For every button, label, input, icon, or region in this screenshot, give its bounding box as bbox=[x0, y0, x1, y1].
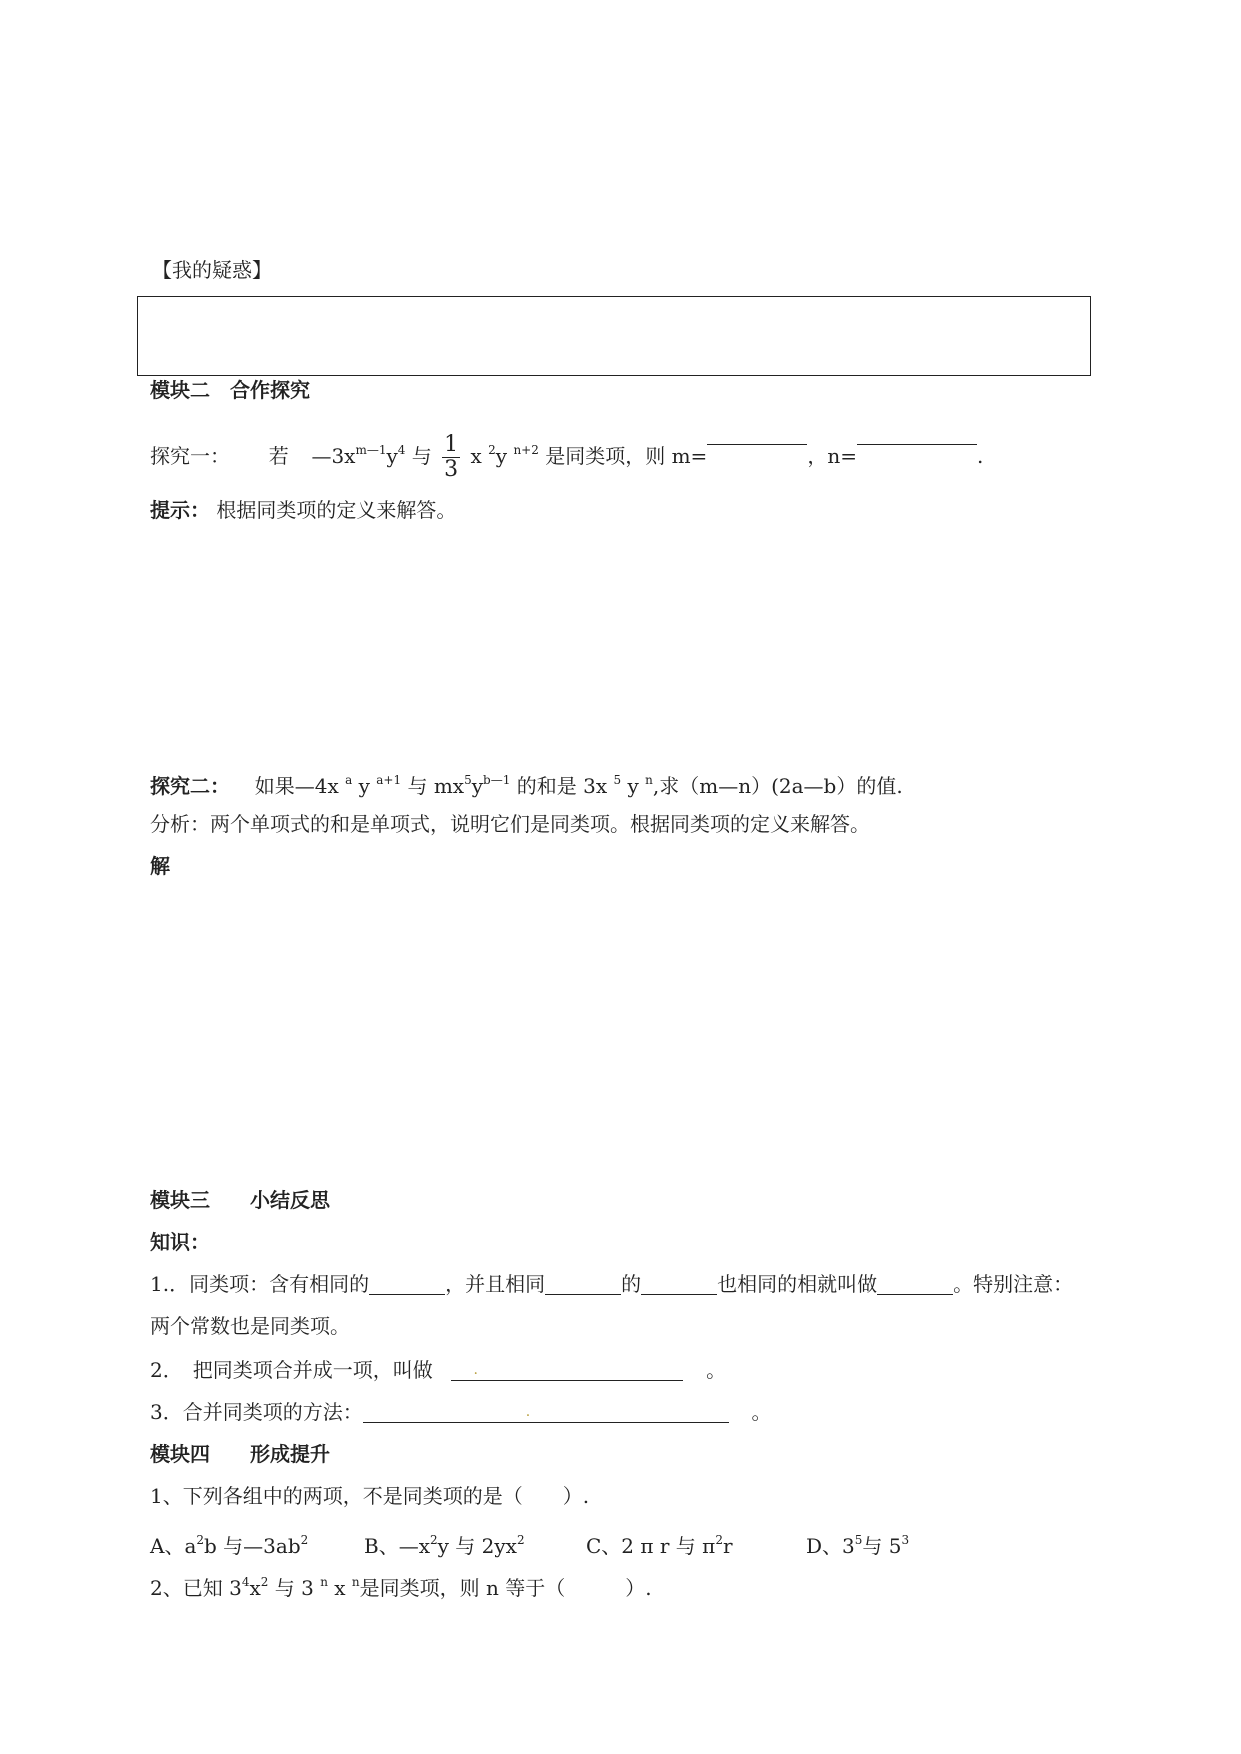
exercise1-period: . bbox=[976, 444, 984, 468]
option-a-text: A、a bbox=[150, 1534, 197, 1558]
option-a-sup1: 2 bbox=[196, 1533, 205, 1547]
q2-sup4: n bbox=[351, 1575, 360, 1589]
option-d-text2: 与 5 bbox=[862, 1534, 902, 1558]
exercise2-part6: y bbox=[627, 774, 639, 798]
module4-title: 模块四 形成提升 bbox=[150, 1442, 330, 1466]
item3-end: 。 bbox=[751, 1400, 772, 1424]
fraction-one-third bbox=[442, 433, 460, 482]
q2-sup2: 2 bbox=[260, 1575, 269, 1589]
knowledge-item1 bbox=[150, 1270, 1073, 1298]
knowledge-item2 bbox=[150, 1356, 726, 1384]
exercise2-part4: y bbox=[471, 774, 484, 798]
exercise2-sup3: 5 bbox=[464, 773, 472, 787]
option-d-sup1: 5 bbox=[854, 1533, 863, 1547]
m-answer-blank[interactable] bbox=[707, 424, 807, 445]
item2-blank[interactable] bbox=[451, 1360, 683, 1381]
option-b-sup2: 2 bbox=[516, 1533, 525, 1547]
exercise2-part1: 如果—4x bbox=[254, 774, 339, 798]
exercise1-and: 与 bbox=[411, 444, 432, 468]
exercise1-term2: x bbox=[470, 444, 482, 468]
fraction-denominator: 3 bbox=[444, 457, 459, 482]
option-a-text2: b 与—3ab bbox=[204, 1534, 301, 1558]
knowledge-label: 知识： bbox=[150, 1230, 210, 1254]
exercise2-label: 探究二： bbox=[150, 774, 230, 798]
item3-blank[interactable] bbox=[363, 1402, 729, 1423]
hint-text: 根据同类项的定义来解答。 bbox=[216, 498, 457, 522]
faint-dot: . bbox=[525, 1404, 531, 1420]
item1-part-d: 也相同的相就叫做 bbox=[717, 1272, 878, 1296]
exercise2-sup2: a+1 bbox=[376, 773, 402, 787]
option-b-text: B、—x bbox=[364, 1534, 430, 1558]
q2-sup3: n bbox=[320, 1575, 328, 1589]
option-b-text2: y 与 2yx bbox=[437, 1534, 517, 1558]
exercise2-sup6: n bbox=[645, 773, 653, 787]
doubts-title: 【我的疑惑】 bbox=[152, 258, 272, 282]
hint bbox=[150, 496, 456, 524]
exercise1-term1: —3x bbox=[311, 444, 356, 468]
q2-part-b: x bbox=[249, 1576, 261, 1600]
question2 bbox=[150, 1568, 652, 1602]
option-a-sup2: 2 bbox=[300, 1533, 309, 1547]
item1-part-b: ，并且相同 bbox=[445, 1272, 546, 1296]
option-b-sup1: 2 bbox=[429, 1533, 438, 1547]
exercise2-part2: y bbox=[358, 774, 370, 798]
fraction-numerator: 1 bbox=[444, 432, 459, 457]
exercise2-sup5: 5 bbox=[613, 773, 622, 787]
exercise1-if: 若 bbox=[268, 444, 289, 468]
exercise1-sup4: n+2 bbox=[513, 443, 539, 457]
exercise1-text: 是同类项，则 m= bbox=[545, 444, 708, 468]
exercise1 bbox=[150, 420, 983, 480]
question1: 1、下列各组中的两项，不是同类项的是（ ）. bbox=[150, 1484, 590, 1508]
item1-blank2[interactable] bbox=[545, 1274, 621, 1295]
faint-dot: . bbox=[473, 1362, 478, 1378]
q2-sup1: 4 bbox=[241, 1575, 250, 1589]
item2-text: 2． 把同类项合并成一项，叫做 bbox=[150, 1358, 433, 1382]
option-c-text: C、2 π r 与 π bbox=[586, 1534, 716, 1558]
q2-part-e: 是同类项，则 n 等于（ ）. bbox=[359, 1576, 652, 1600]
exercise1-n: ，n= bbox=[807, 444, 857, 468]
option-b[interactable] bbox=[364, 1526, 525, 1560]
exercise2-sup1: a bbox=[345, 773, 353, 787]
exercise2-part5: 的和是 3x bbox=[516, 774, 608, 798]
option-c-sup1: 2 bbox=[715, 1533, 723, 1547]
module3-title: 模块三 小结反思 bbox=[150, 1188, 330, 1212]
option-d-text: D、3 bbox=[806, 1534, 855, 1558]
q2-part-c: 与 3 bbox=[274, 1576, 314, 1600]
hint-label: 提示： bbox=[150, 498, 210, 522]
item1-blank1[interactable] bbox=[369, 1274, 445, 1295]
module2-title: 模块二 合作探究 bbox=[150, 378, 310, 402]
exercise1-label: 探究一： bbox=[150, 444, 230, 468]
knowledge-item3 bbox=[150, 1398, 771, 1426]
exercise1-term2b: y bbox=[495, 444, 508, 468]
doubts-box[interactable] bbox=[137, 296, 1091, 376]
exercise1-sup2: 4 bbox=[397, 443, 406, 457]
option-d[interactable] bbox=[806, 1526, 909, 1560]
exercise2-sup4: b—1 bbox=[483, 773, 511, 787]
option-a[interactable] bbox=[150, 1526, 308, 1560]
item2-end: 。 bbox=[706, 1358, 727, 1382]
n-answer-blank[interactable] bbox=[857, 424, 977, 445]
exercise2-part7: ,求（m—n）(2a—b）的值. bbox=[652, 774, 903, 798]
exercise1-sup3: 2 bbox=[488, 443, 496, 457]
exercise2 bbox=[150, 766, 903, 800]
item1-part-a: 1.．同类项：含有相同的 bbox=[150, 1272, 370, 1296]
item1-part-e: 。特别注意： bbox=[953, 1272, 1074, 1296]
exercise1-sup1: m—1 bbox=[355, 443, 387, 457]
analysis-text: 分析：两个单项式的和是单项式，说明它们是同类项。根据同类项的定义来解答。 bbox=[150, 812, 870, 836]
exercise1-term1b: y bbox=[386, 444, 398, 468]
q2-part-d: x bbox=[334, 1576, 346, 1600]
knowledge-item1-line2: 两个常数也是同类项。 bbox=[150, 1314, 350, 1338]
option-d-sup2: 3 bbox=[901, 1533, 910, 1547]
q2-part-a: 2、已知 3 bbox=[150, 1576, 242, 1600]
option-c-text2: r bbox=[722, 1534, 733, 1558]
item1-part-c: 的 bbox=[621, 1272, 642, 1296]
exercise2-part3: 与 mx bbox=[407, 774, 465, 798]
option-c[interactable] bbox=[586, 1526, 733, 1560]
item1-blank3[interactable] bbox=[641, 1274, 717, 1295]
item1-blank4[interactable] bbox=[877, 1274, 953, 1295]
solution-label: 解 bbox=[150, 854, 170, 878]
item3-text: 3．合并同类项的方法： bbox=[150, 1400, 363, 1424]
